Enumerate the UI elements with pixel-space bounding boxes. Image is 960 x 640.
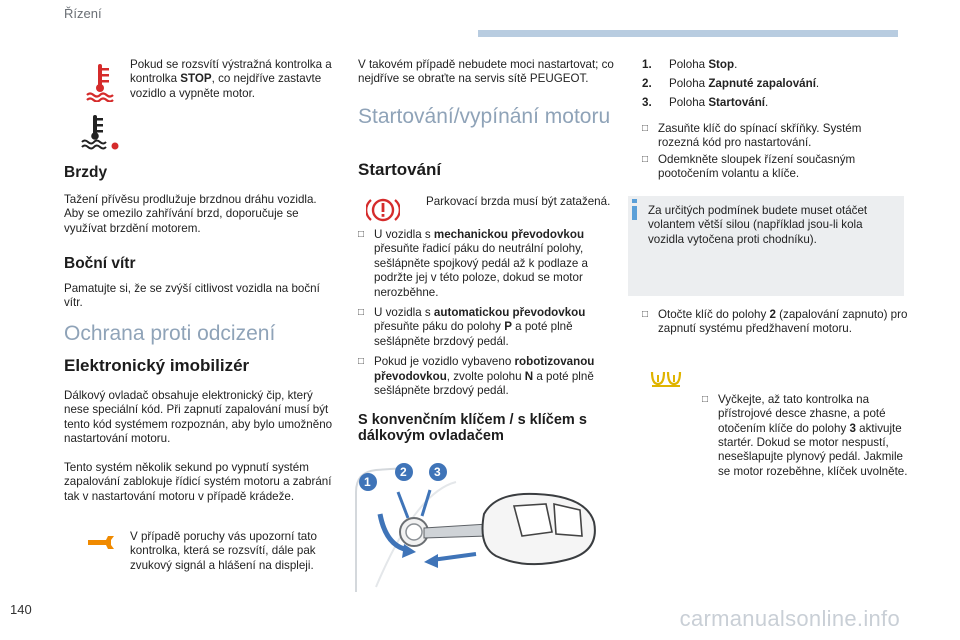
step-turn-key: □ Otočte klíč do polohy 2 (zapalování zapnuto) pro zapnutí systému předžhavení motoru.	[642, 308, 908, 336]
key-label-3: 3	[434, 465, 441, 479]
key-label-1: 1	[364, 475, 371, 489]
position-1: 1. Poloha Stop.	[642, 58, 738, 71]
position-2: 2. Poloha Zapnuté zapalování.	[642, 77, 820, 90]
step-wait-glow: □ Vyčkejte, až tato kontrolka na přístrojové desce zhasne, a poté otočením klíče do polohy 3 aktivujte startér. Dokud se motor nespustí, nesešlapujte plynový pedál. Jakmile se motor rozeběhne, klíček uvolněte.	[702, 392, 908, 478]
key-positions-list	[642, 55, 902, 112]
starting-steps	[358, 228, 620, 398]
starting-heading: Startování	[358, 160, 442, 179]
coolant-temp-indicator-icon	[80, 114, 120, 155]
step-manual: □ U vozidla s mechanickou převodovkou přesuňte řadicí páku do neutrální polohy, sešlápněte spojkový pedál až k podlaze a podržte jej v této poloze, dokud se motor nerozběhne.	[358, 228, 588, 299]
crosswind-heading: Boční vítr	[64, 255, 136, 272]
key-label-2: 2	[400, 465, 407, 479]
parking-brake-text: Parkovací brzda musí být zatažená.	[426, 195, 611, 208]
immobilizer-text-1: Dálkový ovladač obsahuje elektronický čip, který nese speciální kód. Při zapnutí zapalování musí být tento kód systémem rozpoznán, aby bylo umožněno nastartování motoru.	[64, 389, 333, 446]
step-insert-key: □ Zasuňte klíč do spínací skříňky. Systém rozezná kód pro nastartování.	[642, 122, 862, 150]
exclamation-warning-icon	[366, 196, 400, 229]
key-steps	[642, 122, 904, 182]
info-text: Za určitých podmínek budete muset otáčet volantem větší silou (například jsou-li kola vozidla vytočena proti chodníku).	[648, 204, 868, 246]
theft-protection-title: Ochrana proti odcizení	[64, 322, 276, 345]
coolant-temp-warning-icon	[84, 62, 116, 107]
intro-text: V takovém případě nebudete moci nastartovat; co nejdříve se obraťte na servis sítě PEUGEOT.	[358, 58, 614, 86]
brakes-text: Tažení přívěsu prodlužuje brzdnou dráhu vozidla. Aby se omezilo zahřívání brzd, doporučuje se využívat brzdění motorem.	[64, 193, 317, 235]
fault-text: V případě poruchy vás upozorní tato kontrolka, která se rozsvítí, dále pak zvukový signál a hlášení na displeji.	[130, 530, 317, 572]
immobilizer-heading: Elektronický imobilizér	[64, 356, 250, 375]
immobilizer-text-2: Tento systém několik sekund po vypnutí systém zapalování zablokuje řídicí systém motoru a zabrání tak v nastartování motoru v případě krádeže.	[64, 461, 332, 503]
crosswind-text: Pamatujte si, že se zvýší citlivost vozidla na boční vítr.	[64, 282, 320, 310]
key-heading: S konvenčním klíčem / s klíčem s dálkovým ovladačem	[358, 412, 587, 444]
warning-red-text: Pokud se rozsvítí výstražná kontrolka a kontrolka STOP, co nejdříve zastavte vozidlo a vypněte motor.	[130, 58, 332, 100]
ignition-key-illustration	[346, 452, 622, 599]
info-icon	[632, 206, 637, 220]
header-bar	[478, 30, 898, 37]
watermark: carmanualsonline.info	[679, 606, 900, 631]
brakes-heading: Brzdy	[64, 164, 108, 181]
step-robotized: □ Pokud je vozidlo vybaveno robotizovanou převodovkou, zvolte polohu N a poté plně sešlápněte brzdový pedál.	[358, 355, 595, 398]
page-number: 140	[10, 602, 32, 617]
wrench-icon	[86, 534, 116, 557]
position-3: 3. Poloha Startování.	[642, 96, 769, 109]
glow-plug-icon	[650, 370, 682, 393]
step-automatic: □ U vozidla s automatickou převodovkou přesuňte páku do polohy P a poté plně sešlápněte brzdový pedál.	[358, 306, 586, 348]
info-box	[628, 196, 904, 296]
running-header: Řízení	[64, 6, 102, 21]
step-unlock-column: □ Odemkněte sloupek řízení současným pootočením volantu a klíče.	[642, 152, 856, 181]
start-stop-title: Startování/vypínání motoru	[358, 105, 611, 128]
